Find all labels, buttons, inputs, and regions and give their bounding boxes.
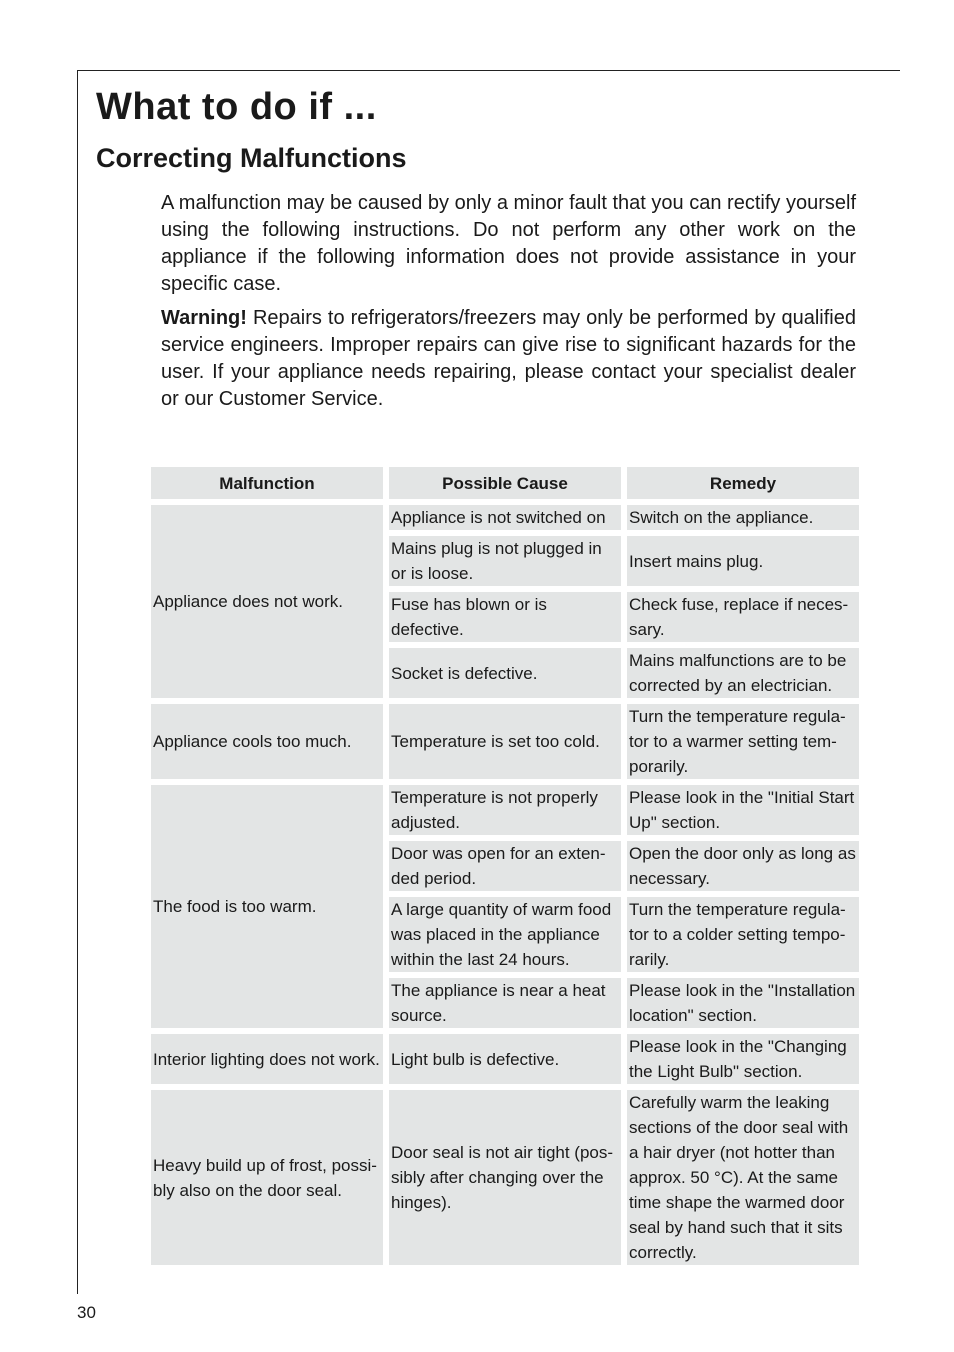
malfunction-cell: Interior lighting does not work. xyxy=(151,1034,383,1084)
remedy-cell: Check fuse, replace if neces-sary. xyxy=(627,592,859,642)
malfunction-cell: The food is too warm. xyxy=(151,785,383,1028)
header-remedy: Remedy xyxy=(627,467,859,499)
warning-label: Warning! xyxy=(161,307,247,329)
remedy-cell: Please look in the "Changing the Light Bulb" section. xyxy=(627,1034,859,1084)
cause-cell: Door seal is not air tight (pos-sibly after changing over the hinges). xyxy=(389,1090,621,1265)
table-row xyxy=(151,704,859,779)
table-header-row xyxy=(151,467,859,499)
header-possible-cause: Possible Cause xyxy=(389,467,621,499)
page-number: 30 xyxy=(77,1303,96,1322)
remedy-cell: Carefully warm the leaking sections of the door seal with a hair dryer (not hotter than approx. 50 °C). At the same time shape the warmed door seal by hand such that it sits correctly. xyxy=(627,1090,859,1265)
left-rule xyxy=(77,70,78,1294)
malfunction-table xyxy=(145,461,865,1271)
intro-block xyxy=(161,190,856,420)
warning-paragraph xyxy=(161,305,856,413)
intro-paragraph: A malfunction may be caused by only a minor fault that you can rectify yourself using the following instructions. Do not perform any other work on the appliance if the following information does not provide assistance in your specific case. xyxy=(161,192,856,295)
cause-cell: A large quantity of warm food was placed in the appliance within the last 24 hours. xyxy=(389,897,621,972)
remedy-cell: Switch on the appliance. xyxy=(627,505,859,530)
cause-cell: Light bulb is defective. xyxy=(389,1034,621,1084)
table-row xyxy=(151,1090,859,1265)
header-malfunction: Malfunction xyxy=(151,467,383,499)
cause-cell: Temperature is not properly adjusted. xyxy=(389,785,621,835)
warning-text: Repairs to refrigerators/freezers may only be performed by qualified service engineers. Improper repairs can give rise to significant hazards for the user. If your appliance needs repairing, please contact your specialist dealer or our Customer Service. xyxy=(161,307,856,410)
top-rule xyxy=(77,70,900,71)
cause-cell: Appliance is not switched on xyxy=(389,505,621,530)
cause-cell: Door was open for an exten-ded period. xyxy=(389,841,621,891)
remedy-cell: Insert mains plug. xyxy=(627,536,859,586)
remedy-cell: Mains malfunctions are to be corrected by an electrician. xyxy=(627,648,859,698)
cause-cell: Socket is defective. xyxy=(389,648,621,698)
remedy-cell: Turn the temperature regula-tor to a warmer setting tem-porarily. xyxy=(627,704,859,779)
table-row xyxy=(151,1034,859,1084)
malfunction-cell: Heavy build up of frost, possi-bly also on the door seal. xyxy=(151,1090,383,1265)
cause-cell: Temperature is set too cold. xyxy=(389,704,621,779)
cause-cell: Fuse has blown or is defective. xyxy=(389,592,621,642)
cause-cell: The appliance is near a heat source. xyxy=(389,978,621,1028)
table-row xyxy=(151,785,859,835)
malfunction-cell: Appliance does not work. xyxy=(151,505,383,698)
table-row xyxy=(151,505,859,530)
remedy-cell: Open the door only as long as necessary. xyxy=(627,841,859,891)
remedy-cell: Please look in the "Installation location" section. xyxy=(627,978,859,1028)
remedy-cell: Please look in the "Initial Start Up" section. xyxy=(627,785,859,835)
page-title: What to do if ... xyxy=(96,86,377,128)
malfunction-cell: Appliance cools too much. xyxy=(151,704,383,779)
remedy-cell: Turn the temperature regula-tor to a colder setting tempo-rarily. xyxy=(627,897,859,972)
section-title: Correcting Malfunctions xyxy=(96,143,407,173)
cause-cell: Mains plug is not plugged in or is loose. xyxy=(389,536,621,586)
